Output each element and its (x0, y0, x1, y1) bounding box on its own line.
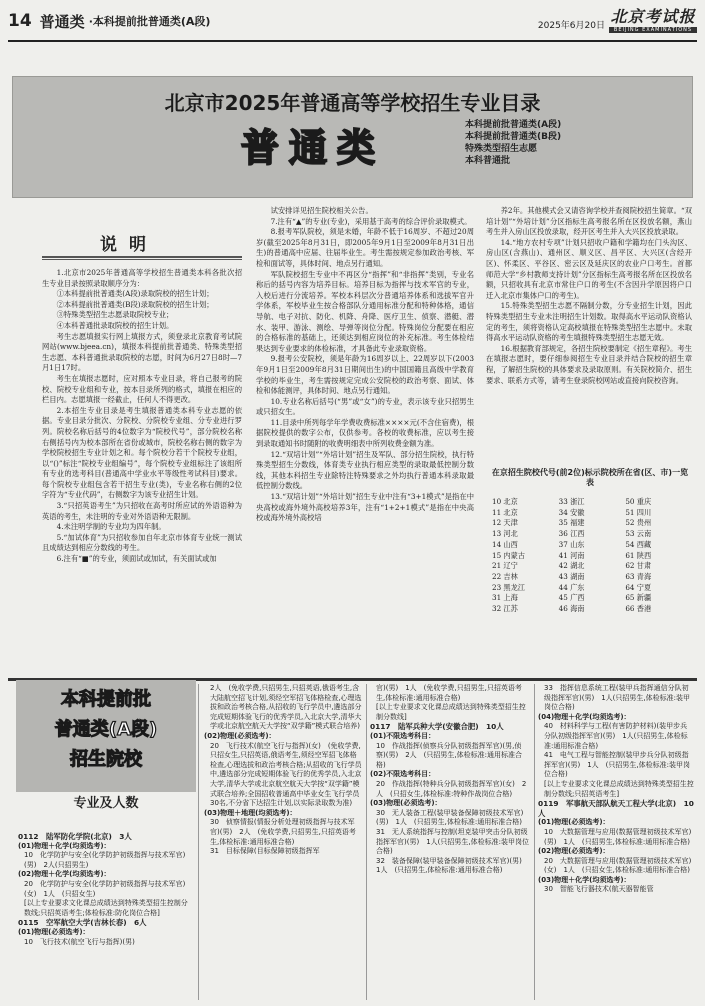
newspaper-logo (609, 4, 697, 33)
header-rule (8, 40, 697, 42)
subject-group: (03)物理＋地理(均须选考)： (204, 808, 297, 817)
school-header: 0119 军事航天部队航天工程大学(北京) 10人 (538, 799, 694, 818)
notes-paragraph: 8.报考军队院校，须是未婚，年龄不低于16周岁、不超过20周岁(截至2025年8月31日，即2005年9月1日至2009年8月31日出生)的普通高中应届、往届毕业生。考生需按规定参加政治考核、军检和面试等，具体时间、地点另行通知。 (256, 227, 474, 268)
major-entry: 31 无人系统指挥与控制(坦克装甲突击分队初级指挥军官)(男) 1人(只招男生,体检标准:装甲岗位合格) (376, 827, 529, 856)
notes-paragraph: 11.目录中所列每学年学费收费标准××××元(不含住宿费)，根据院校提供的数字公布，仅供参考。各校的收费标准，应以考生接到录取通知书时随附的收费明细表中所列收费金额为准。 (256, 417, 474, 449)
school-header: 0112 陆军防化学院(北京) 3人 (18, 832, 132, 841)
major-entry: 官)(男) 1人 (免收学费,只招男生,只招英语考生,体检标准:通用标准合格) (376, 684, 522, 702)
notes-paragraph: 6.注有“■”的专业，须面试或加试，有关面试或加 (56, 554, 217, 564)
school-header: 0117 陆军兵种大学(安徽合肥) 10人 (370, 722, 504, 732)
province-code-entry: 37 山东 (558, 539, 585, 549)
major-entry: 30 智能飞行器技术(航天器智能管 (544, 885, 654, 894)
province-code-entry: 62 甘肃 (625, 561, 652, 571)
province-code-entry: 45 广西 (558, 593, 585, 603)
school-list-column-1 (18, 832, 194, 947)
notes-paragraph: 15.特殊类型招生志愿不隔制分数，分专业招生计划，因此特殊类型招生专业未注明招生计划数。取得高水平运动队资格认定的考生，须将资格认定高校填报在特殊类型招生志愿中。未取得高水平运动队资格的考生填报特殊类型招生志愿无效。 (486, 301, 692, 343)
major-entry: 41 电气工程与智能控制(装甲步兵分队初级指挥军官)(男) 1人 (只招男生,体检标准:装甲岗位合格) (544, 751, 690, 779)
title-banner (12, 76, 693, 198)
province-code-entry: 11 北京 (492, 507, 518, 517)
subject-group: (01)物理＋化学(均须选考)： (18, 841, 111, 850)
major-entry: 20 飞行技术(航空飞行与指挥)(女) (免收学费,只招女生,只招英语,俄语考生,须经空军招飞体格检查,心理选拔和政治考核合格;从招收的飞行学员中,遴选部分完成短期体验飞行的优秀学员,入北京大学,清华大学或北京航空航天大学按“双学籍”模式联合培养;全国招收普通高中毕业女生飞行学员30名,不分省下达招生计划,以实际录取数为准) (210, 741, 362, 808)
notes-paragraph: 2.本招生专业目录是考生填报普通类本科专业志愿的依据。专业目录分批次、分院校、分院校专业组、分专业进行罗列。院校名称后括号的4位数字为“院校代号”，部分院校名称右侧括号内为校本部所在省份或城市，院校名称右侧的数字为学校院校招生专业计划之和。每个院校分若干个院校专业组，以“()”标注“院校专业组编号”，每个院校专业组标注了该组所有专业的选考科目(普通高中学业水平等级性考试科目)要求。每个院校专业组包含若干招生专业(类)，专业名称右侧的2位字符为“专业代码”，右侧数字为该专业招生计划。 (42, 405, 242, 500)
notes-paragraph: 3.“只招英语考生”为只招收在高考时所应试的外语语种为英语的考生，未注明的专业对外语语种无限制。 (42, 501, 242, 521)
notes-paragraph: 4.未注明学制的专业均为四年制。 (56, 522, 166, 532)
notes-paragraph: 12.“双培计划”“外培计划”招生及军队、部分招生院校，执行特殊类型招生分数线，体育类专业执行相应类型的录取最低控制分数线，其他本科招生专业除特注特殊要求之外均执行普通本科录取最低控制分数线。 (256, 449, 474, 491)
lower-heading-line: 招生院校 (70, 749, 142, 770)
notes-paragraph: 考生志愿填报实行网上填报方式，须登录北京教育考试院网站(www.bjeea.cn)，填报本科提前批普通类、特殊类型招生志愿、本科普通批录取院校的志愿，时间为6月27日8时—7月1日17时。 (42, 331, 242, 373)
school-list-column-2 (204, 684, 362, 857)
province-code-entry: 51 四川 (625, 507, 652, 517)
province-code-entry: 50 重庆 (625, 497, 652, 506)
province-code-entry: 63 青海 (625, 571, 652, 581)
major-entry: 30 侦察情报(情报分析处理初级指挥与技术军官)(男) 2人 (免收学费,只招男生,只招英语考生,体检标准:通用标准合格) (210, 818, 356, 846)
section-category: 普通类 (39, 12, 85, 31)
major-entry: 20 化学防护与安全(化学防护初级指挥与技术军官)(女) 1人 (只招女生) (24, 879, 186, 898)
province-code-entry: 34 安徽 (558, 507, 585, 517)
major-entry: 20 作战指挥(特种兵分队初级指挥军官)(女) 2人 (只招女生,体检标准:特种作战岗位合格) (376, 779, 527, 798)
subject-group: (02)物理(必须选考)： (538, 847, 610, 856)
column-divider (366, 684, 367, 1000)
notes-paragraph: ④本科普通批录取院校的招生计划。 (56, 320, 174, 330)
school-list-column-3 (370, 684, 530, 876)
catalog-title: 北京市2025年普通高等学校招生专业目录 (164, 91, 541, 115)
subject-group: (02)物理(必须选考)： (204, 731, 276, 740)
notes-paragraph: 7.注有“▲”的专业(专业)，采用基于高考的综合评价录取模式。 (270, 216, 472, 226)
major-entry: [以上专业要求文化课总成绩达到特殊类型招生控制分数线;只招英语考生] (544, 779, 694, 798)
subject-group: (04)物理＋化学(均须选考)： (538, 712, 631, 721)
subject-group: (02)物理＋化学(均须选考)： (18, 870, 111, 879)
province-code-entry: 21 辽宁 (492, 561, 518, 571)
province-code-entry: 36 江西 (558, 529, 585, 539)
major-entry: 33 指挥信息系统工程(装甲兵指挥通信分队初级指挥军官)(男) 1人(只招男生,体检标准:装甲岗位合格) (544, 684, 690, 712)
province-code-entry: 23 黑龙江 (492, 582, 525, 592)
major-entry: 20 大数据管理与应用(数据管理初级技术军官)(女) 1人 (只招女生,体检标准:通用标准合格) (544, 856, 692, 875)
major-entry: 32 装备保障(装甲装备保障初级技术军官)(男) 1人 (只招男生,体检标准:通用标准合格) (376, 856, 529, 875)
province-code-table (492, 497, 692, 615)
province-code-entry: 43 湖南 (558, 571, 585, 581)
notes-heading: 说明 (100, 235, 158, 255)
banner-item: 特殊类型招生志愿 (465, 144, 538, 154)
subject-group: (01)不限选考科目： (370, 731, 436, 740)
province-code-entry: 54 西藏 (625, 539, 652, 549)
major-entry: [以上专业要求文化课总成绩达到特殊类型招生控制分数线] (376, 703, 526, 721)
province-code-entry: 44 广东 (558, 582, 585, 592)
notes-paragraph: 1.北京市2025年普通高等学校招生普通类本科各批次招生专业目录按照录取顺序分为： (42, 268, 242, 288)
column-divider (198, 684, 199, 1000)
province-code-entry: 35 福建 (558, 518, 585, 528)
province-code-entry: 46 海南 (558, 604, 585, 614)
logo-text: 北京考试报 (610, 7, 696, 26)
major-entry: 10 化学防护与安全(化学防护初级指挥与技术军官)(男) 2人(只招男生) (24, 851, 186, 869)
lower-subheading: 专业及人数 (73, 796, 139, 811)
notes-paragraph: 10.专业名称后括号(“男”或“女”)的专业，表示该专业只招男生或只招女生。 (256, 396, 474, 417)
notes-column-1 (42, 268, 242, 565)
major-entry: 30 无人装备工程(装甲装备保障初级技术军官)(男) 1人 (只招男生,体检标准:通用标准合格) (376, 808, 524, 827)
notes-paragraph: ①本科提前批普通类(A段)录取院校的招生计划； (56, 289, 214, 299)
notes-paragraph: ③特殊类型招生志愿录取院校专业； (56, 310, 174, 320)
province-code-entry: 13 河北 (492, 529, 518, 539)
province-code-table-title: 在京招生院校代号(前2位)标示院校所在省(区、市)一览表 (491, 468, 689, 487)
section-subtitle: ·本科提前批普通类(A段) (88, 15, 211, 28)
province-code-entry: 14 山西 (492, 539, 518, 549)
banner-section-list (465, 119, 561, 167)
subject-group: (03)物理(必须选考)： (370, 799, 442, 808)
province-code-entry: 15 内蒙古 (492, 550, 525, 560)
notes-paragraph: 16.根据教育部规定，各招生院校要制定《招生章程》。考生在填报志愿时，要仔细参阅招生专业目录并结合院校的招生章程，了解招生院校的具体要求及录取原则。有关院校简介、招生要求、联系方式等，请考生登录院校网站或直接向院校咨询。 (486, 343, 692, 385)
province-code-entry: 64 宁夏 (625, 582, 652, 592)
notes-heading-rule (42, 256, 242, 258)
notes-paragraph: 13.“双培计划”“外培计划”招生专业中注有“3+1模式”是指在中央高校或海外境外高校培养3年，注有“1+2+1模式”是指在中央高校或海外境外高校培 (256, 492, 474, 523)
province-code-entry: 32 江苏 (492, 604, 518, 614)
notes-paragraph: 试安排详见招生院校相关公告。 (270, 206, 373, 215)
notes-paragraph: 养2年。其他模式会又请咨询学校并查阅院校招生简章。“双培计划”“外培计划”分区指标生高考报名所在区投放名额，燕山考生并入房山区投放录取，经开区考生并入大兴区投放录取。 (486, 206, 692, 237)
notes-paragraph: 9.报考公安院校，须是年龄为16周岁以上、22周岁以下(2003年9月1日至2009年8月31日期间出生)的中国国籍且高级中学教育学校的毕业生，考生需按规定完成公安院校的政治考察、面试、体检和体能测评，具体时间、地点另行通知。 (256, 354, 474, 396)
lower-heading-line: 普通类(A段) (54, 719, 158, 740)
province-code-entry: 42 湖北 (558, 561, 585, 571)
province-code-entry: 41 河南 (558, 550, 585, 560)
school-header: 0115 空军航空大学(吉林长春) 6人 (18, 918, 147, 928)
province-code-entry: 22 吉林 (492, 571, 518, 581)
province-code-entry: 53 云南 (625, 529, 652, 539)
column-divider (534, 684, 535, 1000)
province-code-entry: 10 北京 (492, 497, 518, 506)
major-entry: [以上专业要求文化课总成绩达到特殊类型招生控制分数线;只招英语考生;体检标准:防化岗位合格] (24, 899, 188, 917)
subject-group: (03)物理＋化学(均须选考)： (538, 875, 631, 884)
notes-paragraph: 军队院校招生专业中不再区分“指挥”和“非指挥”类别，专业名称后的括号内容为培养目标。培养目标为指挥与技术军官的专业，入校后进行分流培养。军校本科层次分普通培养体系和选拔军官升学体系，军校毕业生按合格部队分通用标准分配和特种体格，通信导航、电子对抗、防化、机降、舟降、医疗卫生、侦察、潜艇、潜水、装甲、游泳、测绘、导弹等岗位分配。特殊岗位分配要在相应的合格标准的基础上，还须达到相应岗位的补充标准。考生体检结果达到专业要求的体检标准，才具备此专业录取资格。 (256, 269, 474, 353)
notes-paragraph: 5.“加试体育”为只招收参加自年北京市体育专业统一测试且成绩达到相应分数线的考生。 (42, 532, 242, 553)
province-code-entry: 61 陕西 (625, 550, 652, 560)
province-code-entry: 66 香港 (625, 604, 652, 614)
banner-big-text: 普通类 (241, 126, 386, 170)
subject-group: (01)物理(必须选考)： (538, 818, 610, 827)
page-number: 14 (8, 11, 32, 31)
notes-paragraph: ②本科提前批普通类(B段)录取院校的招生计划； (56, 299, 214, 309)
major-entry: 31 目标保障(目标保障初级指挥军 (210, 847, 320, 856)
province-code-entry: 33 浙江 (558, 497, 585, 506)
banner-item: 本科提前批普通类(B段) (465, 132, 562, 142)
notes-paragraph: 14.“地方农村专项”计划只招收户籍和学籍均在门头沟区、房山区(含燕山)、通州区、顺义区、昌平区、大兴区(含经开区)、怀柔区、平谷区、密云区及延庆区的农业户口考生。首都师范大学“乡村教师支持计划”分区指标生高考报名所在区投放名额，只招收具有北京市常住户口的考生(不含因升学原因将户口迁入北京市集体户口的考生)。 (486, 237, 692, 300)
major-entry: 40 材料科学与工程(有害防护材料)(装甲步兵分队初级指挥军官)(男) 1人(只招男生,体检标准:通用标准合格) (544, 722, 688, 750)
banner-item: 本科普通批 (465, 156, 511, 166)
notes-paragraph: 考生在填报志愿时，应对照本专业目录，将自己报考的院校、院校专业组和专业，按本目录所列的格式，填报在相应的栏目内。志愿填报一经截止，任何人不得更改。 (42, 373, 242, 405)
issue-date: 2025年6月20日 (537, 21, 605, 31)
banner-item: 本科提前批普通类(A段) (465, 120, 562, 130)
major-entry: 10 作战指挥(侦察兵分队初级指挥军官)(男,侦察)(男) 2人 (只招男生,体检标准:通用标准合格) (376, 741, 522, 769)
notes-heading-rule (42, 259, 242, 260)
province-code-entry: 12 天津 (492, 518, 518, 528)
province-code-entry: 52 贵州 (625, 518, 652, 528)
subject-group: (01)物理(必须选考)： (18, 927, 90, 936)
province-code-entry: 31 上海 (492, 593, 518, 603)
lower-heading-line: 本科提前批 (61, 689, 151, 710)
major-entry: 10 飞行技术(航空飞行与指挥)(男) (24, 937, 135, 946)
major-entry: 2人 (免收学费,只招男生,只招英语,俄语考生,含大陆航空招飞计划,须经空军招飞体格检查,心理选拔和政治考核合格,从招收的飞行学员中,遴选部分完成短期体验飞行的优秀学员,入北京大学,清华大学或北京航空航天大学按“双学籍”模式联合培养) (210, 684, 362, 731)
province-code-entry: 65 新疆 (625, 593, 652, 603)
lower-heading-box (16, 680, 196, 792)
logo-subtext: BEIJING EXAMINATIONS (609, 27, 697, 33)
major-entry: 10 大数据管理与应用(数据管理初级技术军官)(男) 1人 (只招男生,体检标准:通用标准合格) (544, 827, 692, 846)
subject-group: (02)不限选考科目： (370, 770, 436, 779)
notes-column-2 (256, 206, 474, 524)
notes-column-3 (486, 206, 692, 386)
school-list-column-4 (538, 684, 694, 895)
page-header (8, 6, 697, 36)
